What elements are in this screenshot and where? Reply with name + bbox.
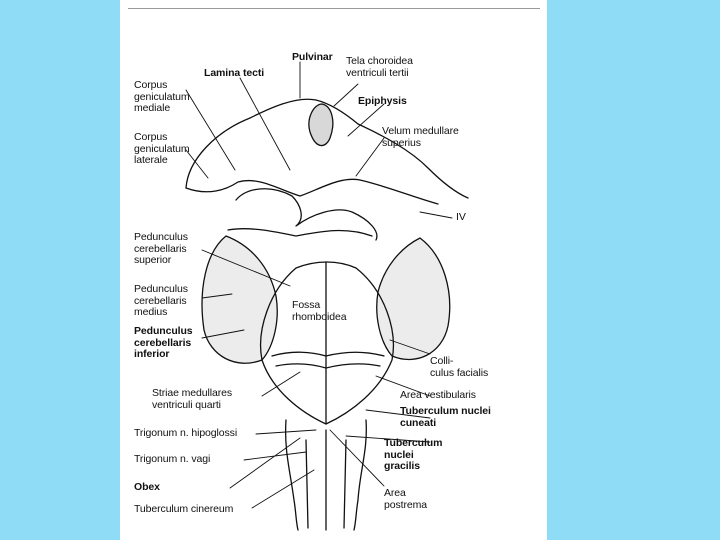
label-area-postrema: Area postrema — [384, 487, 427, 511]
label-obex: Obex — [134, 481, 160, 493]
label-corpus-geniculatum-mediale: Corpus geniculatum mediale — [134, 79, 190, 114]
label-pulvinar: Pulvinar — [292, 51, 333, 63]
label-colliculus-facialis: Colli- culus facialis — [430, 355, 489, 379]
label-lamina-tecti: Lamina tecti — [204, 67, 265, 79]
label-corpus-geniculatum-laterale: Corpus geniculatum laterale — [134, 131, 190, 166]
label-tela-choroidea: Tela choroidea ventriculi tertii — [346, 55, 413, 79]
thalamus-lower-edge — [186, 179, 438, 204]
label-iv: IV — [456, 211, 466, 223]
label-pedunculus-medius: Pedunculus cerebellaris medius — [134, 283, 188, 318]
label-striae-medullares: Striae medullares ventriculi quarti — [152, 387, 233, 411]
label-trigonum-vagi: Trigonum n. vagi — [134, 453, 211, 465]
label-pedunculus-superior: Pedunculus cerebellaris superior — [134, 231, 188, 266]
label-pedunculus-inferior: Pedunculus cerebellaris inferior — [134, 325, 193, 360]
label-tuberculum-gracilis: Tuberculum nuclei gracilis — [384, 437, 443, 472]
fossa-outline — [261, 262, 394, 424]
label-trigonum-hipoglossi: Trigonum n. hipoglossi — [134, 427, 238, 439]
right-peduncle-mass — [377, 238, 450, 359]
label-fossa-rhomboidea: Fossa rhomboidea — [292, 299, 347, 323]
label-velum-medullare: Velum medullare superius — [382, 125, 459, 149]
epiphysis-shape — [309, 104, 333, 146]
striae-lines — [272, 352, 384, 368]
medulla-left-edge — [286, 420, 298, 530]
label-tuberculum-cinereum: Tuberculum cinereum — [134, 503, 234, 515]
colliculi-lower — [228, 229, 372, 236]
label-area-vestibularis: Area vestibularis — [400, 389, 476, 401]
medulla-inner-lines — [306, 430, 346, 530]
label-tuberculum-cuneati: Tuberculum nuclei cuneati — [400, 405, 491, 429]
label-epiphysis: Epiphysis — [358, 95, 407, 107]
